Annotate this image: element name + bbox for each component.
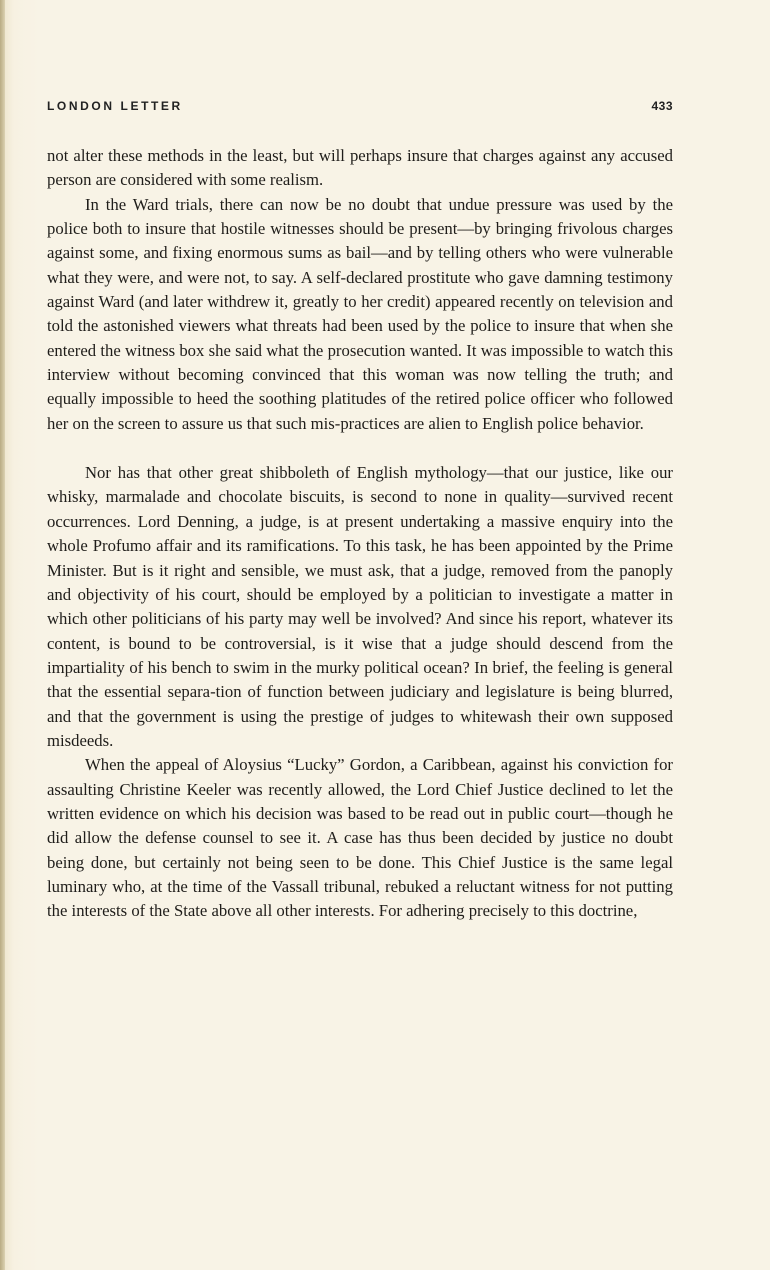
paragraph-english-justice: Nor has that other great shibboleth of English mythology—that our justice, like our whisky, marmalade and chocolate biscuits, is second to none in quality—survived recent occurrences. Lord Denning, a judge, is at present undertaking a massive enquiry into the whole Profumo affair and its ramifications. To this task, he has been appointed by the Prime Minister. But is it right and sensible, we must ask, that a judge, removed from the panoply and objectivity of his court, should be employed by a politician to investigate a matter in which other politicians of his party may well be involved? And since his report, whatever its content, is bound to be controversial, is it wise that a judge should descend from the impartiality of his bench to swim in the murky political ocean? In brief, the feeling is general that the essential separa-tion of function between judiciary and legislature is being blurred, and that the government is using the prestige of judges to whitewash their own supposed misdeeds.: [47, 463, 673, 750]
page-number: 433: [651, 99, 673, 113]
paragraph-continued: not alter these methods in the least, but will perhaps insure that charges against any accused person are considered with some realism.: [47, 146, 673, 190]
page-spine-edge: [0, 0, 5, 1270]
paragraph-gordon-appeal: When the appeal of Aloysius “Lucky” Gordon, a Caribbean, against his conviction for assaulting Christine Keeler was recently allowed, the Lord Chief Justice declined to let the written evidence on which his decision was based to be read out in public court—though he did allow the defense counsel to see it. A case has thus been decided by justice no doubt being done, but certainly not being seen to be done. This Chief Justice is the same legal luminary who, at the time of the Vassall tribunal, rebuked a reluctant witness for not putting the interests of the State above all other interests. For adhering precisely to this doctrine,: [47, 755, 673, 921]
paragraph-ward-trials: In the Ward trials, there can now be no doubt that undue pressure was used by the police both to insure that hostile witnesses should be present—by bringing frivolous charges against some, and fixing enormous sums as bail—and by telling others who were vulnerable what they were, and were not, to say. A self-declared prostitute who gave damning testimony against Ward (and later withdrew it, greatly to her credit) appeared recently on television and told the astonished viewers what threats had been used by the police to insure that when she entered the witness box she said what the prosecution wanted. It was impossible to watch this interview without becoming convinced that this woman was now telling the truth; and equally impossible to heed the soothing platitudes of the retired police officer who followed her on the screen to assure us that such mis-practices are alien to English police behavior.: [47, 194, 673, 433]
running-head-title: LONDON LETTER: [47, 99, 183, 113]
running-head: [47, 99, 673, 119]
article-body: [47, 144, 673, 924]
